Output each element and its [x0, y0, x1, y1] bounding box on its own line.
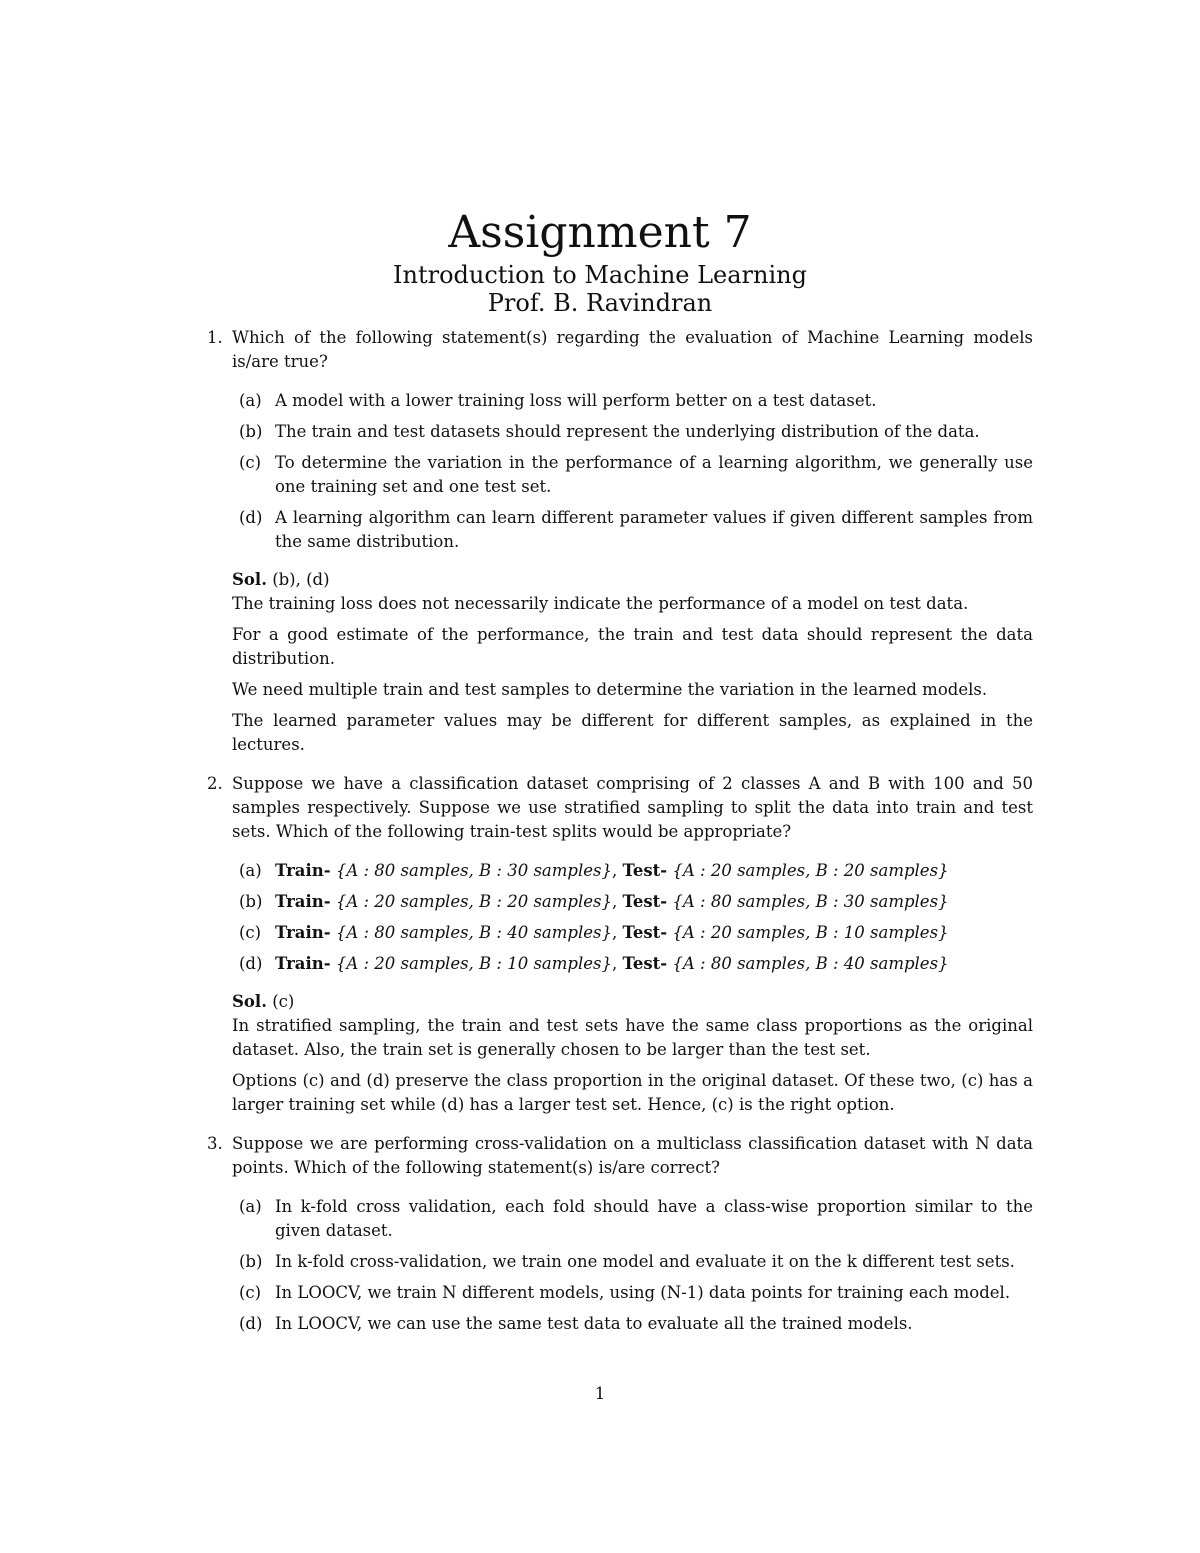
document-title: Assignment 7 — [448, 207, 752, 258]
solution-paragraph: Options (c) and (d) preserve the class proportion in the original dataset. Of these two, (c) has a larger training set while (d) has a larger test set. Hence, (c) is the right option. — [232, 1071, 1033, 1114]
option-text: Train- {A : 80 samples, B : 30 samples}, Test- {A : 20 samples, B : 20 samples} — [275, 861, 949, 880]
test-label: Test- — [622, 954, 668, 973]
question-text: Which of the following statement(s) regarding the evaluation of Machine Learning models is/are true? — [232, 328, 1033, 371]
option-label: (c) — [239, 1283, 262, 1302]
option-d — [232, 1312, 1033, 1336]
train-label: Train- — [275, 923, 331, 942]
question-number: 1. — [207, 328, 223, 347]
test-label: Test- — [622, 861, 668, 880]
test-split: {A : 80 samples, B : 30 samples} — [672, 892, 949, 911]
solution-heading — [232, 990, 1033, 1014]
test-split: {A : 80 samples, B : 40 samples} — [672, 954, 949, 973]
page-number: 1 — [594, 1384, 606, 1403]
option-c — [232, 451, 1033, 499]
course-name: Introduction to Machine Learning — [393, 261, 807, 289]
option-text: Train- {A : 20 samples, B : 20 samples}, Test- {A : 80 samples, B : 30 samples} — [275, 892, 949, 911]
train-split: {A : 20 samples, B : 20 samples} — [335, 892, 612, 911]
option-text: In k-fold cross validation, each fold should have a class-wise proportion similar to the given dataset. — [275, 1197, 1033, 1240]
option-b — [232, 1250, 1033, 1274]
option-c — [232, 1281, 1033, 1305]
option-a — [232, 1195, 1033, 1243]
option-text: In k-fold cross-validation, we train one model and evaluate it on the k different test sets. — [275, 1252, 1015, 1271]
solution-answer: (b), (d) — [272, 570, 330, 589]
question-1 — [207, 326, 1033, 757]
option-text: A model with a lower training loss will perform better on a test dataset. — [275, 391, 877, 410]
question-text: Suppose we are performing cross-validation on a multiclass classification dataset with N data points. Which of the following statement(s) is/are correct? — [232, 1134, 1033, 1177]
solution-heading — [232, 568, 1033, 592]
question-2 — [207, 772, 1033, 1117]
question-number: 3. — [207, 1134, 223, 1153]
solution-paragraph: For a good estimate of the performance, the train and test data should represent the data distribution. — [232, 625, 1033, 668]
question-3 — [207, 1132, 1033, 1336]
options-list — [232, 859, 1033, 976]
question-number: 2. — [207, 774, 223, 793]
option-text: Train- {A : 20 samples, B : 10 samples}, Test- {A : 80 samples, B : 40 samples} — [275, 954, 949, 973]
train-split: {A : 20 samples, B : 10 samples} — [335, 954, 612, 973]
solution-paragraph: In stratified sampling, the train and test sets have the same class proportions as the original dataset. Also, the train set is generally chosen to be larger than the test set. — [232, 1016, 1033, 1059]
option-d — [232, 952, 1033, 976]
solution-paragraph: We need multiple train and test samples to determine the variation in the learned models. — [232, 680, 988, 699]
option-label: (c) — [239, 923, 262, 942]
option-label: (d) — [239, 508, 263, 527]
solution-label: Sol. — [232, 992, 267, 1011]
option-a — [232, 859, 1033, 883]
train-label: Train- — [275, 954, 331, 973]
option-d — [232, 506, 1033, 554]
instructor-name: Prof. B. Ravindran — [487, 289, 713, 317]
title-block — [0, 205, 1200, 317]
solution-answer: (c) — [272, 992, 295, 1011]
test-label: Test- — [622, 923, 668, 942]
train-label: Train- — [275, 861, 331, 880]
questions-list — [207, 326, 1033, 1351]
solution-label: Sol. — [232, 570, 267, 589]
option-text: In LOOCV, we can use the same test data to evaluate all the trained models. — [275, 1314, 913, 1333]
options-list — [232, 389, 1033, 554]
option-label: (d) — [239, 1314, 263, 1333]
option-text: Train- {A : 80 samples, B : 40 samples}, Test- {A : 20 samples, B : 10 samples} — [275, 923, 949, 942]
solution-paragraph: The learned parameter values may be different for different samples, as explained in the lectures. — [232, 711, 1033, 754]
option-label: (b) — [239, 892, 263, 911]
train-split: {A : 80 samples, B : 30 samples} — [335, 861, 612, 880]
train-split: {A : 80 samples, B : 40 samples} — [335, 923, 612, 942]
option-text: To determine the variation in the performance of a learning algorithm, we generally use one training set and one test set. — [275, 453, 1033, 496]
option-label: (a) — [239, 1197, 262, 1216]
question-text: Suppose we have a classification dataset comprising of 2 classes A and B with 100 and 50 samples respectively. Suppose we use stratified sampling to split the data into train and test sets. Which of the following train-test splits would be appropriate? — [232, 774, 1033, 841]
option-label: (a) — [239, 391, 262, 410]
option-b — [232, 420, 1033, 444]
option-a — [232, 389, 1033, 413]
option-b — [232, 890, 1033, 914]
option-text: The train and test datasets should represent the underlying distribution of the data. — [275, 422, 980, 441]
option-label: (a) — [239, 861, 262, 880]
test-label: Test- — [622, 892, 668, 911]
solution — [232, 990, 1033, 1117]
options-list — [232, 1195, 1033, 1336]
option-text: A learning algorithm can learn different parameter values if given different samples from the same distribution. — [275, 508, 1033, 551]
option-label: (b) — [239, 1252, 263, 1271]
test-split: {A : 20 samples, B : 10 samples} — [672, 923, 949, 942]
option-text: In LOOCV, we train N different models, using (N-1) data points for training each model. — [275, 1283, 1011, 1302]
solution — [232, 568, 1033, 757]
option-c — [232, 921, 1033, 945]
test-split: {A : 20 samples, B : 20 samples} — [672, 861, 949, 880]
option-label: (b) — [239, 422, 263, 441]
solution-paragraph: The training loss does not necessarily indicate the performance of a model on test data. — [232, 594, 969, 613]
option-label: (d) — [239, 954, 263, 973]
option-label: (c) — [239, 453, 262, 472]
train-label: Train- — [275, 892, 331, 911]
